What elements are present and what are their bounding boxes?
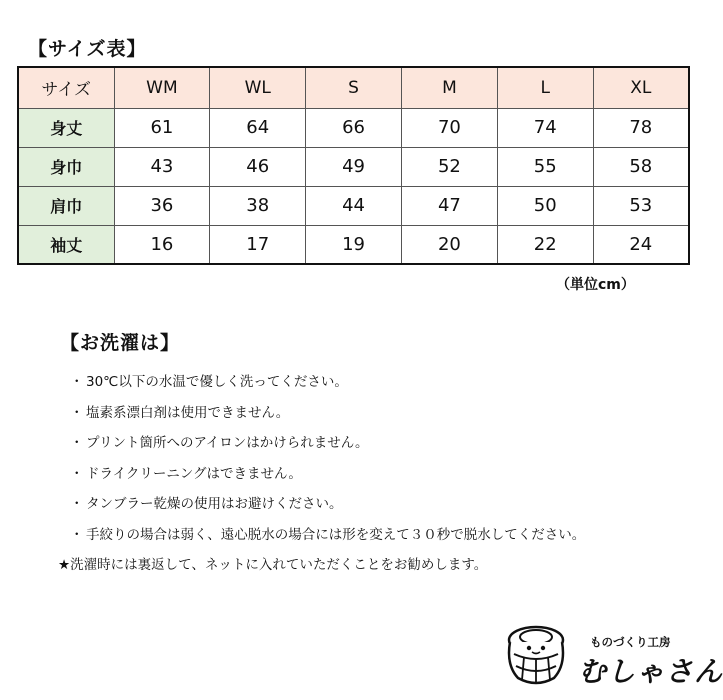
size-header-m: M <box>401 67 497 108</box>
row-label-shoulder: 肩巾 <box>18 186 114 225</box>
table-row <box>18 147 689 186</box>
table-cell: 47 <box>401 186 497 225</box>
table-cell: 17 <box>210 225 306 264</box>
table-cell: 49 <box>306 147 402 186</box>
table-cell: 19 <box>306 225 402 264</box>
care-list <box>58 372 586 586</box>
size-table <box>17 66 690 265</box>
table-cell: 22 <box>497 225 593 264</box>
table-cell: 58 <box>593 147 689 186</box>
size-header-l: L <box>497 67 593 108</box>
unit-note: （単位cm） <box>556 277 635 293</box>
care-item <box>70 494 585 525</box>
bullet-dot: ・ <box>70 404 84 421</box>
care-item-text: 30℃以下の水温で優しく洗ってください。 <box>86 374 348 390</box>
table-cell: 78 <box>593 108 689 147</box>
table-cell: 64 <box>210 108 306 147</box>
table-cell: 46 <box>210 147 306 186</box>
row-label-sleeve: 袖丈 <box>18 225 114 264</box>
bullet-dot: ・ <box>70 435 84 451</box>
table-cell: 61 <box>114 108 210 147</box>
table-cell: 53 <box>593 186 689 225</box>
care-item <box>70 403 585 434</box>
logo-tagline: ものづくり工房 <box>590 635 671 649</box>
table-cell: 66 <box>306 108 402 147</box>
table-cell: 36 <box>114 186 210 225</box>
table-cell: 38 <box>210 186 306 225</box>
bullet-dot: ・ <box>70 526 84 543</box>
bullet-dot: ・ <box>70 374 84 390</box>
care-item-text: ドライクリーニングはできません。 <box>86 465 302 482</box>
table-cell: 44 <box>306 186 402 225</box>
row-label-width: 身巾 <box>18 147 114 186</box>
bullet-dot: ・ <box>70 496 84 512</box>
logo-name: むしゃさん <box>578 655 723 688</box>
table-cell: 50 <box>497 186 593 225</box>
table-cell: 20 <box>401 225 497 264</box>
brand-logo <box>496 610 723 692</box>
bullet-dot: ・ <box>70 465 84 482</box>
care-item-text: 手絞りの場合は弱く、遠心脱水の場合には形を変えて３０秒で脱水してください。 <box>86 526 586 543</box>
size-header-s: S <box>306 67 402 108</box>
table-row <box>18 186 689 225</box>
table-cell: 55 <box>497 147 593 186</box>
table-cell: 52 <box>401 147 497 186</box>
care-item-text: 塩素系漂白剤は使用できません。 <box>86 404 290 421</box>
size-header-label: サイズ <box>18 67 114 108</box>
size-header-xl: XL <box>593 67 689 108</box>
care-item <box>70 525 585 556</box>
care-item-text: タンブラー乾燥の使用はお避けください。 <box>86 496 343 512</box>
table-row <box>18 108 689 147</box>
row-label-length: 身丈 <box>18 108 114 147</box>
size-chart-heading: 【サイズ表】 <box>28 38 147 60</box>
table-cell: 16 <box>114 225 210 264</box>
care-heading: 【お洗濯は】 <box>60 332 181 354</box>
size-header-row <box>18 67 689 108</box>
care-item <box>70 372 585 403</box>
care-item <box>70 464 585 495</box>
table-cell: 43 <box>114 147 210 186</box>
table-cell: 74 <box>497 108 593 147</box>
care-item <box>70 433 585 464</box>
care-star-note: ★洗濯時には裏返して、ネットに入れていただくことをお勧めします。 <box>58 557 488 573</box>
table-cell: 24 <box>593 225 689 264</box>
table-cell: 70 <box>401 108 497 147</box>
size-header-wm: WM <box>114 67 210 108</box>
size-header-wl: WL <box>210 67 306 108</box>
table-row <box>18 225 689 264</box>
care-item-text: プリント箇所へのアイロンはかけられません。 <box>86 435 369 451</box>
